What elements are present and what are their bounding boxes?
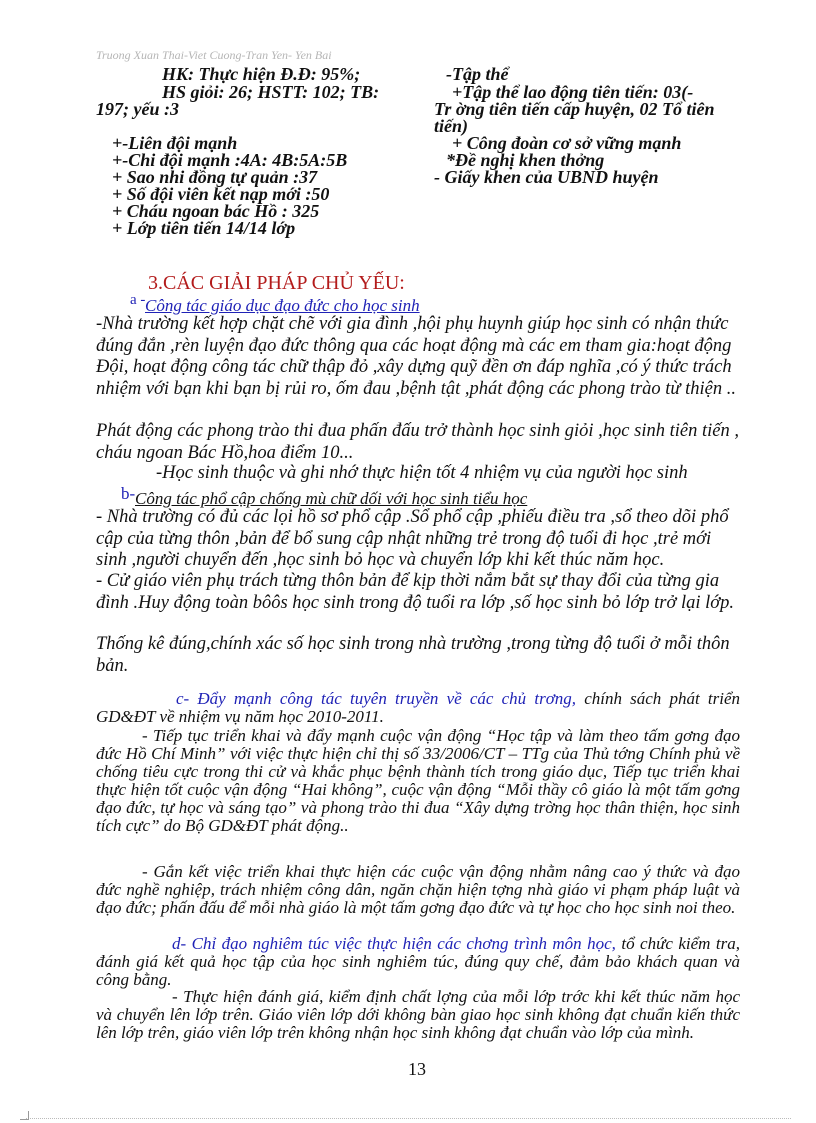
subsection-d-title-rest: tổ chức kiểm tra, đánh giá kết quả học tập của học sinh nghiêm túc, đúng quy chế, đảm bảo khách quan và công bằng.	[96, 934, 741, 989]
subsection-c-title-rest: chính sách phát triển GD&ĐT về nhiệm vụ năm học 2010-2011.	[96, 689, 740, 726]
page-number: 13	[408, 1059, 426, 1079]
result-item: + Cháu ngoan bác Hồ : 325	[112, 201, 320, 221]
hs-result-cont: 197; yếu :3	[96, 99, 179, 119]
subsection-a-letter: a -	[130, 292, 146, 308]
subsection-b-paragraph: - Nhà trường có đủ các lọi hồ sơ phổ cập .Sổ phổ cập ,phiếu điều tra ,sổ theo dõi phổ cập của từng thôn ,bản để bổ sung cập nhật những trẻ trong độ tuổi đi học ,trẻ mới sinh ,người chuyển đến ,học sinh bỏ học và chuyển lớp khi kết thúc năm học.	[96, 507, 729, 570]
subsection-c-paragraph: - Tiếp tục triển khai và đẩy mạnh cuộc vận động “Học tập và làm theo tấm gơng đạo đức Hồ Chí Minh” với việc thực hiện chỉ thị số 33/2006/CT – TTg của Thủ tớng Chính phủ về chống tiêu cực trong thi cử và khắc phục bệnh thành tích trong giáo dục, Tiếp tục triển khai thực hiện tốt cuộc vận động “Hai không”, cuộc vận động “Mỗi thầy cô giáo là một tấm gơng đạo đức, tự học và sáng tạo” và phong trào thi đua “Xây dựng trờng học thân thiện, học sinh tích cực” do Bộ GD&ĐT phát động..	[96, 726, 740, 835]
subsection-d-paragraph: - Thực hiện đánh giá, kiểm định chất lợng của mỗi lớp trớc khi kết thúc năm học và chuyển lên lớp trên. Giáo viên lớp dới không bàn giao học sinh không đạt chuẩn kiến thức lên lớp trên, giáo viên lớp trên không nhận học sinh không đạt chuẩn vào lớp của mình.	[96, 987, 740, 1042]
subsection-b-paragraph: - Cử giáo viên phụ trách từng thôn bản để kịp thời nắm bắt sự thay đổi của từng gia đình .Huy động toàn bôôs học sinh trong độ tuổi ra lớp ,số học sinh bỏ lớp trở lại lớp.	[96, 571, 735, 613]
subsection-b-title: Công tác phổ cập chống mù chữ dối với học sinh tiểu học	[135, 489, 528, 508]
subsection-c-paragraph: - Gắn kết việc triển khai thực hiện các cuộc vận động nhằm nâng cao ý thức và đạo đức nghề nghiệp, trách nhiệm công dân, ngăn chặn hiện tợng nhà giáo vi phạm pháp luật và đạo đức; phấn đấu để mỗi nhà giáo là một tấm gơng đạo đức và tự học cho học sinh noi theo.	[96, 862, 740, 917]
district-certificate: - Giấy khen của UBND huyện	[434, 167, 659, 187]
subsection-b-letter: b-	[121, 484, 136, 503]
page-corner-mark	[20, 1111, 29, 1120]
result-item: + Sao nhi đồng tự quản :37	[112, 167, 318, 187]
hs-result: HS giỏi: 26; HSTT: 102; TB:	[162, 82, 380, 102]
section-heading: 3.CÁC GIẢI PHÁP CHỦ YẾU:	[148, 272, 405, 294]
result-item: + Số đội viên kết nạp mới :50	[112, 184, 330, 204]
subsection-a-title: Công tác giáo dục đạo đức cho học sinh	[145, 296, 420, 315]
result-item: + Lớp tiên tiến 14/14 lớp	[112, 218, 296, 238]
advanced-collective-end: tiến)	[434, 116, 468, 136]
union-strong: + Công đoàn cơ sở vững mạnh	[452, 133, 682, 153]
subsection-c-intro	[96, 690, 740, 726]
subsection-a-paragraph: -Học sinh thuộc và ghi nhớ thực hiện tốt 4 nhiệm vụ của người học sinh	[156, 463, 688, 483]
subsection-d-title: d- Chỉ đạo nghiêm túc việc thực hiện các chơng trình môn học,	[172, 934, 616, 953]
result-item: +-Liên đội mạnh	[112, 133, 238, 153]
advanced-collective: +Tập thể lao động tiên tiến: 03(-	[452, 82, 694, 102]
subsection-a-paragraph: Phát động các phong trào thi đua phấn đấu trở thành học sinh giỏi ,học sinh tiên tiến , cháu ngoan Bác Hồ,hoa điểm 10...	[96, 421, 739, 463]
advanced-collective-cont: Tr ờng tiên tiến cấp huyện, 02 Tổ tiên	[434, 99, 715, 119]
hk-result: HK: Thực hiện Đ.Đ: 95%;	[162, 64, 361, 84]
running-header: Truong Xuan Thai-Viet Cuong-Tran Yen- Yen Bai	[96, 48, 332, 62]
subsection-b-paragraph: Thống kê đúng,chính xác số học sinh trong nhà trường ,trong từng độ tuổi ở mỗi thôn bản.	[96, 634, 730, 676]
subsection-a-paragraph: -Nhà trường kết hợp chặt chẽ với gia đình ,hội phụ huynh giúp học sinh có nhận thức đúng đắn ,rèn luyện đạo đức thông qua các hoạt động mà các em tham gia:hoạt động Đội, hoạt động công tác chữ thập đỏ ,xây dựng quỹ đền ơn đáp nghĩa ,có ý thức trách nhiệm với bạn khi bạn bị rủi ro, ốm đau ,bệnh tật ,phát động các phong trào từ thiện ..	[96, 314, 737, 399]
collective-label: -Tập thể	[446, 64, 509, 84]
page-bottom-rule	[26, 1118, 791, 1119]
result-item: +-Chi đội mạnh :4A: 4B:5A:5B	[112, 150, 348, 170]
award-proposal: *Đề nghị khen thởng	[446, 150, 605, 170]
subsection-d-intro	[96, 935, 740, 989]
subsection-c-title: c- Đẩy mạnh công tác tuyên truyền về các chủ trơng,	[176, 689, 577, 708]
